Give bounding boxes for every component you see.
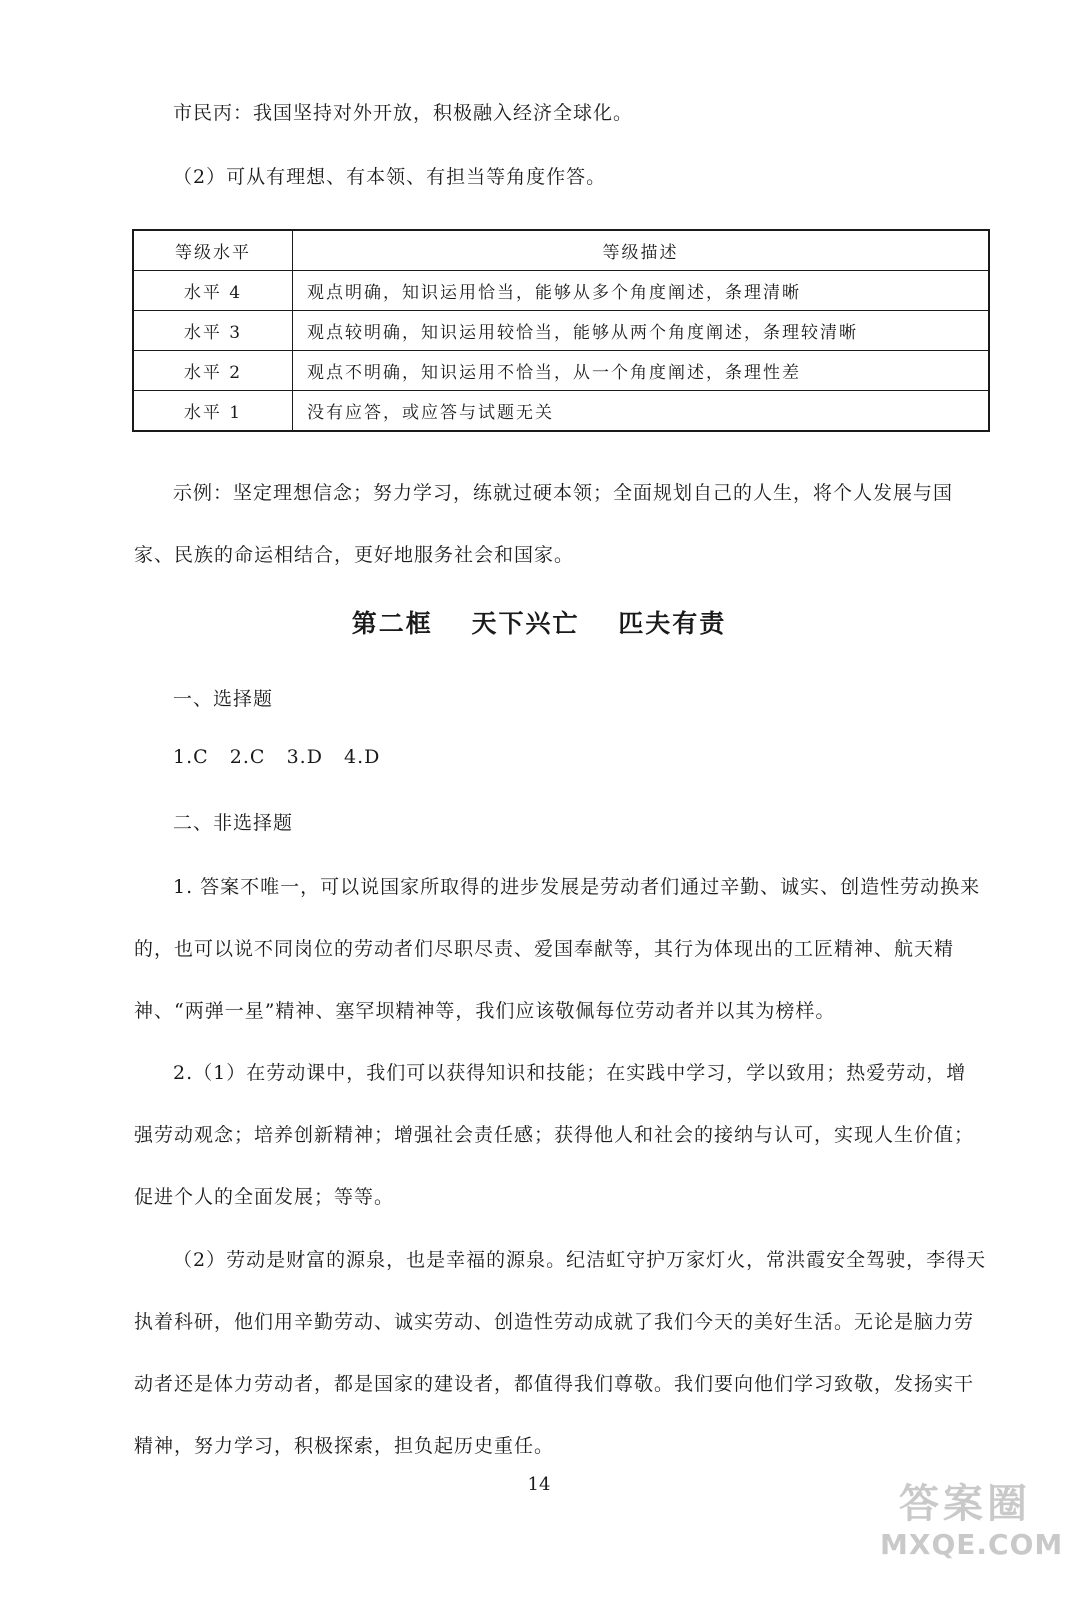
watermark-top-text: 答案圈 [899, 1481, 1031, 1527]
part1-heading: 一、选择题 [173, 688, 274, 710]
table-row [133, 351, 989, 391]
grade-level-cell: 水平 2 [133, 351, 293, 391]
answer2b-line-1: （2）劳动是财富的源泉，也是幸福的源泉。纪洁虹守护万家灯火，常洪霞安全驾驶，李得天 [173, 1249, 987, 1271]
table-row [133, 311, 989, 351]
grade-level-cell: 水平 1 [133, 391, 293, 432]
section-title-part: 天下兴亡 [471, 609, 580, 638]
section-title-part: 第二框 [351, 609, 433, 638]
answer2b-line-4: 精神，努力学习，积极探索，担负起历史重任。 [134, 1435, 555, 1457]
answer2-line-1: 2.（1）在劳动课中，我们可以获得知识和技能；在实践中学习，学以致用；热爱劳动，增 [173, 1062, 967, 1084]
answer2b-line-3: 动者还是体力劳动者，都是国家的建设者，都值得我们尊敬。我们要向他们学习致敬，发扬实干 [134, 1373, 975, 1395]
choice-answers: 1.C 2.C 3.D 4.D [173, 746, 381, 768]
example-line-2: 家、民族的命运相结合，更好地服务社会和国家。 [134, 544, 575, 566]
grade-level-cell: 水平 3 [133, 311, 293, 351]
answer2-line-3: 促进个人的全面发展；等等。 [134, 1186, 395, 1208]
intro-line-2: （2）可从有理想、有本领、有担当等角度作答。 [173, 166, 607, 188]
section-title [0, 604, 1078, 640]
grade-level-cell: 水平 4 [133, 271, 293, 311]
part2-heading: 二、非选择题 [173, 812, 294, 834]
grade-table [132, 229, 990, 432]
answer1-line-1: 1. 答案不唯一，可以说国家所取得的进步发展是劳动者们通过辛勤、诚实、创造性劳动换来 [173, 876, 981, 898]
grade-description-cell: 观点较明确，知识运用较恰当，能够从两个角度阐述，条理较清晰 [293, 311, 990, 351]
answer1-line-2: 的，也可以说不同岗位的劳动者们尽职尽责、爱国奉献等，其行为体现出的工匠精神、航天精 [134, 938, 955, 960]
header-description: 等级描述 [293, 230, 990, 271]
grade-table-header-row [133, 230, 989, 271]
table-row [133, 391, 989, 432]
example-line-1: 示例：坚定理想信念；努力学习，练就过硬本领；全面规划自己的人生，将个人发展与国 [173, 482, 954, 504]
table-row [133, 271, 989, 311]
answer1-line-3: 神、“两弹一星”精神、塞罕坝精神等，我们应该敬佩每位劳动者并以其为榜样。 [134, 1000, 836, 1022]
answer2-line-2: 强劳动观念；培养创新精神；增强社会责任感；获得他人和社会的接纳与认可，实现人生价值； [134, 1124, 975, 1146]
section-title-part: 匹夫有责 [618, 609, 727, 638]
grade-description-cell: 观点明确，知识运用恰当，能够从多个角度阐述，条理清晰 [293, 271, 990, 311]
grade-description-cell: 没有应答，或应答与试题无关 [293, 391, 990, 432]
watermark-logo [880, 1480, 1064, 1580]
grade-description-cell: 观点不明确，知识运用不恰当，从一个角度阐述，条理性差 [293, 351, 990, 391]
answer2b-line-2: 执着科研，他们用辛勤劳动、诚实劳动、创造性劳动成就了我们今天的美好生活。无论是脑力劳 [134, 1311, 975, 1333]
intro-line-1: 市民丙：我国坚持对外开放，积极融入经济全球化。 [173, 102, 634, 124]
page-number: 14 [527, 1474, 551, 1495]
watermark-bottom-text: MXQE.COM [880, 1528, 1064, 1561]
header-level: 等级水平 [133, 230, 293, 271]
